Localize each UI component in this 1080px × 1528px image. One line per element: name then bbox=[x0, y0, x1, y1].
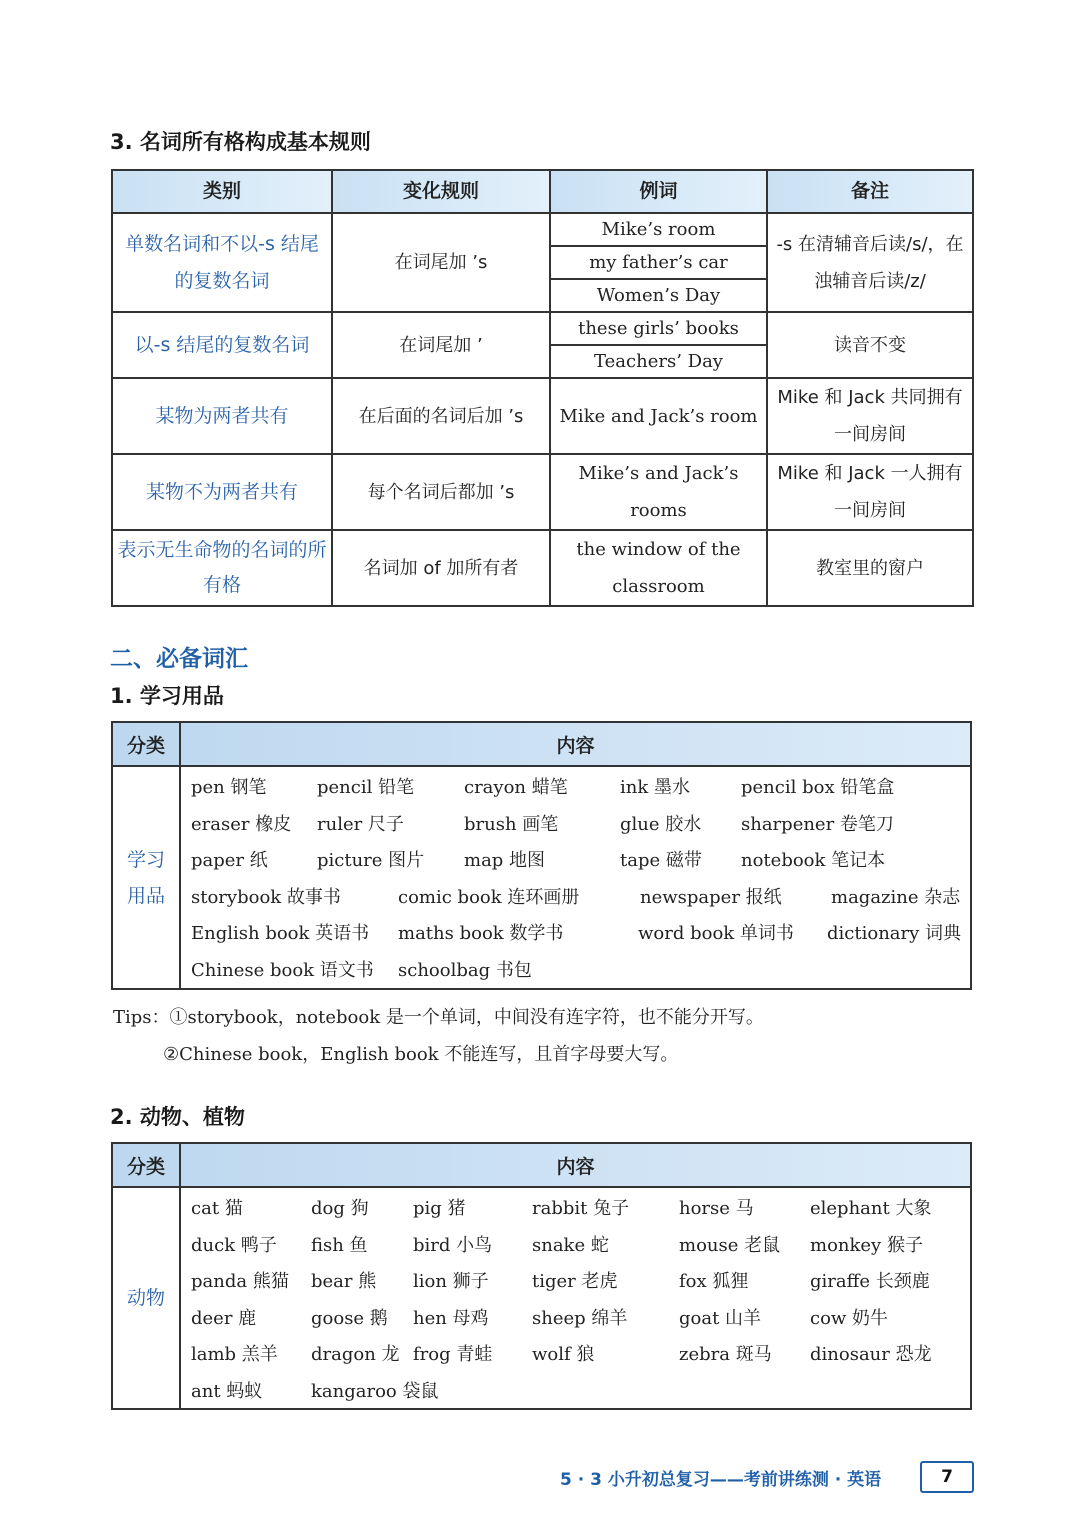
vocab-item: goat 山羊 bbox=[679, 1307, 762, 1329]
table-body bbox=[113, 767, 970, 988]
category-label: 动物 bbox=[126, 1287, 165, 1309]
vocab-item: sheep 绵羊 bbox=[532, 1307, 628, 1329]
vocab-item: ant 蚂蚁 bbox=[191, 1380, 263, 1402]
example-item: Mike’s room bbox=[551, 214, 766, 247]
vocab-item: map 地图 bbox=[464, 850, 546, 871]
row-category: 某物为两者共有 bbox=[112, 378, 332, 454]
table-row bbox=[112, 378, 973, 454]
vocab-item: rabbit 兔子 bbox=[532, 1198, 630, 1219]
vocab-item: fish 鱼 bbox=[311, 1234, 368, 1256]
possessive-table bbox=[111, 169, 974, 607]
vocab-item: deer 鹿 bbox=[191, 1307, 257, 1329]
vocab-item: cow 奶牛 bbox=[810, 1307, 889, 1329]
vocab-item: ruler 尺子 bbox=[317, 813, 404, 835]
header-category: 分类 bbox=[113, 723, 181, 765]
vocab-item: pen 钢笔 bbox=[191, 777, 267, 798]
row-rule: 在词尾加 ’s bbox=[332, 213, 550, 312]
vocab-item: ink 墨水 bbox=[620, 777, 690, 798]
vocab-item: schoolbag 书包 bbox=[398, 959, 532, 981]
table-row bbox=[112, 530, 973, 606]
vocab-item: tiger 老虎 bbox=[532, 1271, 618, 1292]
vocab-item: dictionary 词典 bbox=[827, 923, 962, 944]
header-note: 备注 bbox=[767, 170, 973, 213]
row-examples bbox=[550, 312, 767, 378]
header-category: 类别 bbox=[112, 170, 332, 213]
table-header-row bbox=[112, 170, 973, 213]
vocab-item: duck 鸭子 bbox=[191, 1234, 277, 1256]
vocab-item: brush 画笔 bbox=[464, 813, 559, 835]
stationery-heading: 1. 学习用品 bbox=[110, 684, 224, 708]
category-cell bbox=[113, 767, 181, 988]
vocab-item: elephant 大象 bbox=[810, 1198, 932, 1219]
table-body bbox=[113, 1188, 970, 1408]
example-item: these girls’ books bbox=[551, 313, 766, 346]
table-header-row bbox=[113, 1144, 970, 1188]
row-examples bbox=[550, 213, 767, 312]
row-examples: Mike and Jack’s room bbox=[550, 378, 767, 454]
vocab-item: monkey 猴子 bbox=[810, 1234, 923, 1256]
category-label: 学习用品 bbox=[126, 848, 165, 907]
vocab-item: newspaper 报纸 bbox=[640, 886, 782, 908]
vocab-item: magazine 杂志 bbox=[831, 886, 961, 908]
vocab-item: zebra 斑马 bbox=[679, 1344, 772, 1365]
header-content: 内容 bbox=[556, 734, 595, 757]
example-item: Teachers’ Day bbox=[594, 351, 723, 372]
vocab-item: fox 狐狸 bbox=[679, 1271, 749, 1292]
vocab-item: notebook 笔记本 bbox=[741, 850, 886, 871]
table-row bbox=[112, 454, 973, 530]
tip-line-2: ②Chinese book，English book 不能连写，且首字母要大写。 bbox=[163, 1044, 679, 1065]
vocab-item: sharpener 卷笔刀 bbox=[741, 813, 894, 835]
vocab-item: English book 英语书 bbox=[191, 923, 370, 944]
vocab-item: horse 马 bbox=[679, 1198, 754, 1219]
vocab-item: bear 熊 bbox=[311, 1271, 377, 1292]
row-examples: the window of the classroom bbox=[550, 530, 767, 606]
vocab-item: glue 胶水 bbox=[620, 813, 702, 835]
row-category: 表示无生命物的名词的所有格 bbox=[112, 530, 332, 606]
vocab-item: maths book 数学书 bbox=[398, 923, 564, 944]
header-content: 内容 bbox=[556, 1155, 595, 1178]
row-note: 教室里的窗户 bbox=[767, 530, 973, 606]
vocab-item: comic book 连环画册 bbox=[398, 886, 580, 908]
vocab-item: paper 纸 bbox=[191, 850, 268, 871]
row-category: 以-s 结尾的复数名词 bbox=[112, 312, 332, 378]
stationery-table bbox=[111, 721, 972, 990]
row-note: Mike 和 Jack 一人拥有一间房间 bbox=[767, 454, 973, 530]
row-rule: 在词尾加 ’ bbox=[332, 312, 550, 378]
vocab-item: kangaroo 袋鼠 bbox=[311, 1380, 439, 1402]
vocab-item: cat 猫 bbox=[191, 1198, 243, 1219]
row-rule: 名词加 of 加所有者 bbox=[332, 530, 550, 606]
vocab-item: tape 磁带 bbox=[620, 850, 702, 871]
vocab-item: pencil box 铅笔盒 bbox=[741, 777, 895, 798]
example-item: Women’s Day bbox=[596, 285, 721, 306]
example-item: my father’s car bbox=[551, 247, 766, 280]
words-cell bbox=[181, 767, 970, 988]
header-category: 分类 bbox=[113, 1144, 181, 1186]
vocab-item: storybook 故事书 bbox=[191, 886, 341, 908]
table-row bbox=[112, 213, 973, 312]
animals-heading: 2. 动物、植物 bbox=[110, 1105, 245, 1129]
row-note: 读音不变 bbox=[767, 312, 973, 378]
vocab-item: goose 鹅 bbox=[311, 1307, 388, 1329]
page-number: 7 bbox=[920, 1461, 974, 1493]
row-note: -s 在清辅音后读/s/，在浊辅音后读/z/ bbox=[767, 213, 973, 312]
vocab-item: Chinese book 语文书 bbox=[191, 959, 374, 981]
vocab-item: hen 母鸡 bbox=[413, 1307, 489, 1329]
table-header-row bbox=[113, 723, 970, 767]
row-category: 某物不为两者共有 bbox=[112, 454, 332, 530]
category-cell bbox=[113, 1188, 181, 1408]
header-example: 例词 bbox=[550, 170, 767, 213]
vocab-item: dog 狗 bbox=[311, 1198, 369, 1219]
vocab-item: wolf 狼 bbox=[532, 1344, 595, 1365]
row-rule: 在后面的名词后加 ’s bbox=[332, 378, 550, 454]
vocab-item: pencil 铅笔 bbox=[317, 777, 415, 798]
row-rule: 每个名词后都加 ’s bbox=[332, 454, 550, 530]
tip-line-1: Tips：①storybook，notebook 是一个单词，中间没有连字符，也不能分开写。 bbox=[113, 1007, 764, 1028]
possessive-heading: 3. 名词所有格构成基本规则 bbox=[110, 130, 371, 154]
vocab-item: word book 单词书 bbox=[638, 923, 794, 944]
vocab-item: panda 熊猫 bbox=[191, 1271, 289, 1292]
vocab-item: crayon 蜡笔 bbox=[464, 777, 568, 798]
vocab-item: giraffe 长颈鹿 bbox=[810, 1271, 930, 1292]
vocab-item: lamb 羔羊 bbox=[191, 1344, 278, 1365]
vocab-item: eraser 橡皮 bbox=[191, 813, 292, 835]
vocab-item: frog 青蛙 bbox=[413, 1344, 493, 1365]
vocab-item: lion 狮子 bbox=[413, 1271, 489, 1292]
row-note: Mike 和 Jack 共同拥有一间房间 bbox=[767, 378, 973, 454]
row-examples: Mike’s and Jack’s rooms bbox=[550, 454, 767, 530]
vocab-item: mouse 老鼠 bbox=[679, 1234, 781, 1256]
animals-table bbox=[111, 1142, 972, 1410]
vocab-item: snake 蛇 bbox=[532, 1234, 609, 1256]
row-category: 单数名词和不以-s 结尾的复数名词 bbox=[112, 213, 332, 312]
table-row bbox=[112, 312, 973, 378]
vocab-item: dinosaur 恐龙 bbox=[810, 1344, 932, 1365]
header-rule: 变化规则 bbox=[332, 170, 550, 213]
section-title: 二、必备词汇 bbox=[110, 646, 248, 672]
vocab-item: pig 猪 bbox=[413, 1198, 466, 1219]
vocab-item: dragon 龙 bbox=[311, 1344, 400, 1365]
vocab-item: picture 图片 bbox=[317, 850, 425, 871]
vocab-item: bird 小鸟 bbox=[413, 1234, 493, 1256]
footer-title: 5 · 3 小升初总复习——考前讲练测 · 英语 bbox=[560, 1470, 882, 1490]
words-cell bbox=[181, 1188, 970, 1408]
